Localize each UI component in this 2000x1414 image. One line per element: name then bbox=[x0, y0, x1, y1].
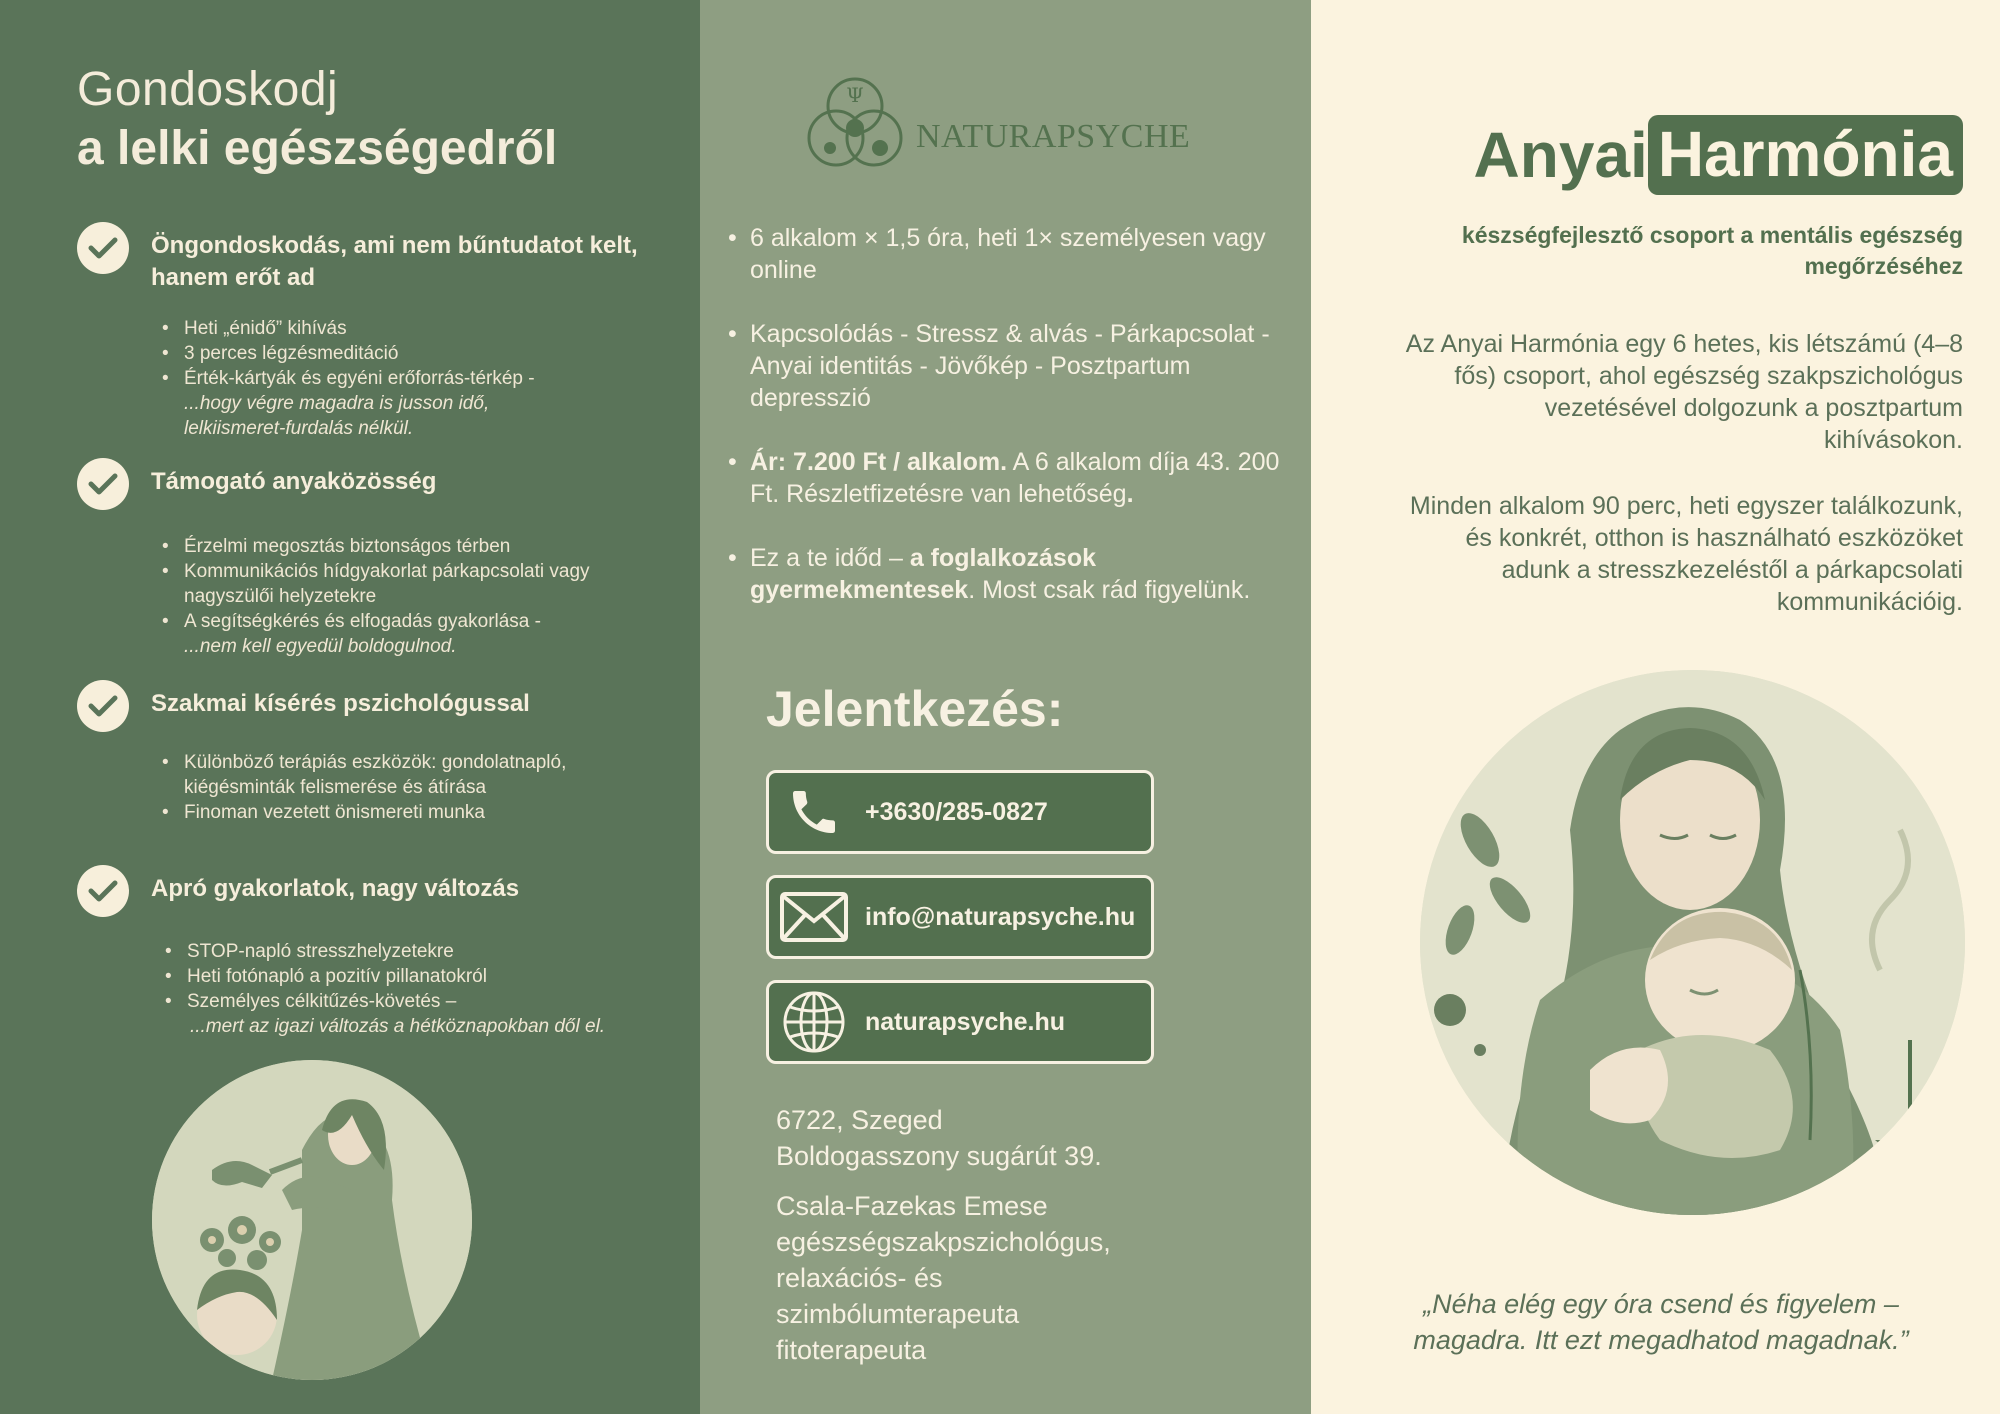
mother-baby-illustration bbox=[1420, 670, 1965, 1215]
closing-quote: „Néha elég egy óra csend és figyelem – magadra. Itt ezt megadhatod magadnak.” bbox=[1413, 1289, 1909, 1355]
headline-line2: a lelki egészségedről bbox=[77, 122, 558, 175]
childfree-end: . Most csak rád figyelünk. bbox=[968, 576, 1251, 604]
staff-line: szimbólumterapeuta bbox=[776, 1299, 1020, 1329]
therapist-info bbox=[776, 1188, 1111, 1368]
info-list-childfree bbox=[750, 542, 1290, 606]
address-line1: 6722, Szeged bbox=[776, 1105, 943, 1135]
phone-button[interactable] bbox=[766, 770, 1154, 854]
left-headline bbox=[77, 62, 557, 176]
list-item: • A segítségkérés és elfogadás gyakorlása - bbox=[184, 609, 677, 634]
check-icon bbox=[77, 458, 129, 510]
check-icon bbox=[77, 222, 129, 274]
section-community bbox=[77, 458, 677, 659]
staff-line: relaxációs- és bbox=[776, 1263, 943, 1293]
list-item: • Személyes célkitűzés-követés – bbox=[187, 989, 677, 1014]
list-item: • Érték-kártyák és egyéni erőforrás-térkép - bbox=[184, 366, 677, 391]
program-title bbox=[1474, 115, 1963, 195]
section-title: Támogató anyaközösség bbox=[151, 468, 437, 495]
description-paragraph: Az Anyai Harmónia egy 6 hetes, kis létszámú (4–8 fős) csoport, ahol egészség szakpszichológus vezetésével dolgozunk a posztpartum kihívásokon. bbox=[1405, 330, 1963, 454]
right-panel bbox=[1311, 0, 2000, 1414]
list-item: • 3 perces légzésmeditáció bbox=[184, 341, 677, 366]
staff-line: Csala-Fazekas Emese bbox=[776, 1191, 1048, 1221]
email-button[interactable] bbox=[766, 875, 1154, 959]
check-icon bbox=[77, 865, 129, 917]
title-part1: Anyai bbox=[1473, 119, 1648, 191]
section-title: Apró gyakorlatok, nagy változás bbox=[151, 875, 520, 902]
email-address: info@naturapsyche.hu bbox=[865, 902, 1136, 931]
phone-icon bbox=[779, 782, 849, 842]
list-item bbox=[750, 318, 1290, 414]
check-icon bbox=[77, 680, 129, 732]
phone-number: +3630/285-0827 bbox=[865, 797, 1048, 826]
info-list-price bbox=[750, 446, 1290, 510]
middle-panel bbox=[700, 0, 1311, 1414]
childfree-bold: a foglalkozások gyermekmentesek bbox=[750, 544, 1096, 604]
section-practices bbox=[77, 865, 677, 1039]
section-note: ...hogy végre magadra is jusson idő, lelkiismeret-furdalás nélkül. bbox=[184, 393, 490, 439]
section-self-care bbox=[77, 222, 677, 441]
envelope-icon bbox=[779, 887, 849, 947]
info-list bbox=[750, 222, 1290, 286]
section-professional bbox=[77, 680, 677, 825]
website-button[interactable] bbox=[766, 980, 1154, 1064]
logo-text: NATURAPSYCHE bbox=[916, 118, 1191, 155]
list-item: • Különböző terápiás eszközök: gondolatnapló, kiégésminták felismerése és átírása bbox=[184, 750, 677, 800]
list-item: • Kommunikációs hídgyakorlat párkapcsolati vagy nagyszülői helyzetekre bbox=[184, 559, 677, 609]
topics-text: Kapcsolódás - Stressz & alvás - Párkapcsolat - Anyai identitás - Jövőkép - Posztpartum depresszió bbox=[750, 320, 1270, 412]
section-note: ...mert az igazi változás a hétköznapokban dől el. bbox=[190, 1016, 606, 1037]
list-item: • STOP-napló stresszhelyzetekre bbox=[187, 939, 677, 964]
title-part2: Harmónia bbox=[1648, 115, 1963, 195]
section-title: Öngondoskodás, ami nem bűntudatot kelt, hanem erőt ad bbox=[151, 232, 638, 291]
sessions-text: • 6 alkalom × 1,5 óra, heti 1× személyesen vagy online bbox=[750, 224, 1266, 284]
section-bullets bbox=[77, 534, 677, 634]
register-title: Jelentkezés: bbox=[766, 681, 1064, 737]
section-bullets bbox=[77, 316, 677, 391]
list-item: • Finoman vezetett önismereti munka bbox=[184, 800, 677, 825]
list-item: • Heti fotónapló a pozitív pillanatokról bbox=[187, 964, 677, 989]
section-title: Szakmai kísérés pszichológussal bbox=[151, 690, 530, 717]
section-note: ...nem kell egyedül boldogulnod. bbox=[184, 636, 457, 657]
svg-text:Ψ: Ψ bbox=[846, 83, 864, 107]
list-item bbox=[750, 446, 1290, 510]
staff-line: fitoterapeuta bbox=[776, 1335, 927, 1365]
list-item bbox=[750, 222, 1290, 286]
price-bold: Ár: 7.200 Ft / alkalom. bbox=[750, 448, 1008, 476]
list-item bbox=[750, 542, 1290, 606]
address-line2: Boldogasszony sugárút 39. bbox=[776, 1141, 1102, 1171]
program-subtitle: készségfejlesztő csoport a mentális egészség megőrzéséhez bbox=[1461, 222, 1963, 279]
website-url: naturapsyche.hu bbox=[865, 1007, 1066, 1036]
section-bullets bbox=[77, 939, 677, 1014]
staff-line: egészségszakpszichológus, bbox=[776, 1227, 1111, 1257]
info-list-topics bbox=[750, 318, 1290, 414]
price-end: . bbox=[1126, 480, 1134, 508]
childfree-start: Ez a te időd – bbox=[750, 544, 910, 572]
price-text: A 6 alkalom díja 43. 200 Ft. Részletfizetésre van lehetőség bbox=[750, 448, 1280, 508]
address bbox=[776, 1102, 1102, 1174]
list-item: • Heti „énidő” kihívás bbox=[184, 316, 677, 341]
details-paragraph: Minden alkalom 90 perc, heti egyszer találkozunk, és konkrét, otthon is használható eszközöket adunk a stresszkezeléstől a párkapcsolati kommunikációig. bbox=[1409, 492, 1963, 616]
section-bullets bbox=[77, 750, 677, 825]
logo-icon bbox=[800, 68, 910, 178]
logo bbox=[800, 68, 1190, 178]
list-item: • Érzelmi megosztás biztonságos térben bbox=[184, 534, 677, 559]
mother-daughter-illustration bbox=[152, 1060, 472, 1380]
headline-line1: Gondoskodj bbox=[77, 63, 339, 116]
left-panel bbox=[0, 0, 700, 1414]
globe-icon bbox=[779, 992, 849, 1052]
